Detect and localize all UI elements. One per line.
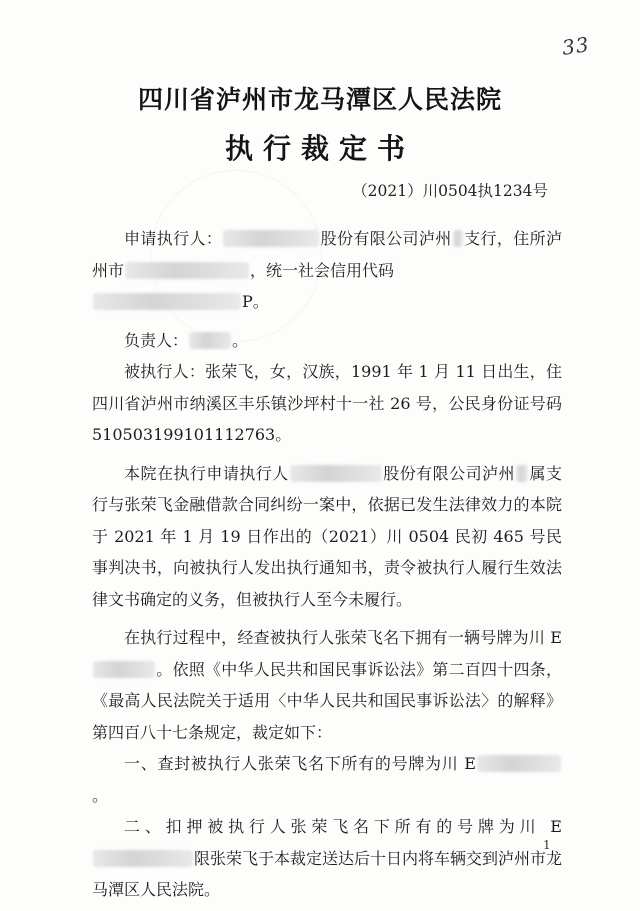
responsible-person-paragraph: 负责人： 。 <box>124 330 249 350</box>
handwritten-page-mark: 33 <box>560 32 591 60</box>
page-number: 1 <box>543 838 551 852</box>
document-body <box>92 223 562 906</box>
ruling-item-1: 一、查封被执行人张荣飞名下所有的号牌为川 E。 <box>92 748 562 811</box>
court-name: 四川省泸州市龙马潭区人民法院 <box>137 85 502 114</box>
redacted-plate-number <box>93 661 155 678</box>
redacted-credit-code <box>93 293 241 310</box>
redacted-applicant-name <box>223 230 319 247</box>
respondent-paragraph: 被执行人：张荣飞，女，汉族，1991 年 1 月 11 日出生，住四川省泸州市纳溪区丰乐镇沙坪村十一社 26 号，公民身份证号码 510503199101112763。 <box>92 362 562 444</box>
applicant-paragraph: 申请执行人： 股份有限公司泸州 支行，住所泸州市 ，统一社会信用代码 P。 <box>92 229 562 311</box>
redacted-responsible-name <box>189 332 231 349</box>
responsible-label: 负责人： <box>124 330 189 350</box>
ruling-item-2: 二、扣押被执行人张荣飞名下所有的号牌为川 E限张荣飞于本裁定送达后十日内将车辆交到泸州市龙马潭区人民法院。 <box>92 817 563 899</box>
redacted-address <box>125 262 249 279</box>
redacted-plate-number-2 <box>477 755 561 772</box>
applicant-label: 申请执行人： <box>124 229 223 248</box>
case-number: （2021）川0504执1234号 <box>352 182 548 200</box>
document-title: 执行裁定书 <box>224 132 415 165</box>
execution-process-paragraph: 在执行过程中，经查被执行人张荣飞名下拥有一辆号牌为川 E。依照《中华人民共和国民事诉讼法》第二百四十四条，《最高人民法院关于适用〈中华人民共和国民事诉讼法〉的解释》第四百八十七条规定，裁定如下： <box>92 628 562 742</box>
redacted-applicant-name-2 <box>290 465 382 482</box>
redacted-branch-name <box>453 230 463 247</box>
redacted-branch-name-2 <box>516 465 528 482</box>
case-background-paragraph: 本院在执行申请执行人 股份有限公司泸州 属支行与张荣飞金融借款合同纠纷一案中，依据已发生法律效力的本院于 2021 年 1 月 19 日作出的（2021）川 0504 民初 465 号民事判决书，向被执行人发出执行通知书，责令被执行人履行生效法律文书确定的义务，但被执行人至今未履行。 <box>92 463 562 609</box>
redacted-plate-number-3 <box>93 850 193 867</box>
